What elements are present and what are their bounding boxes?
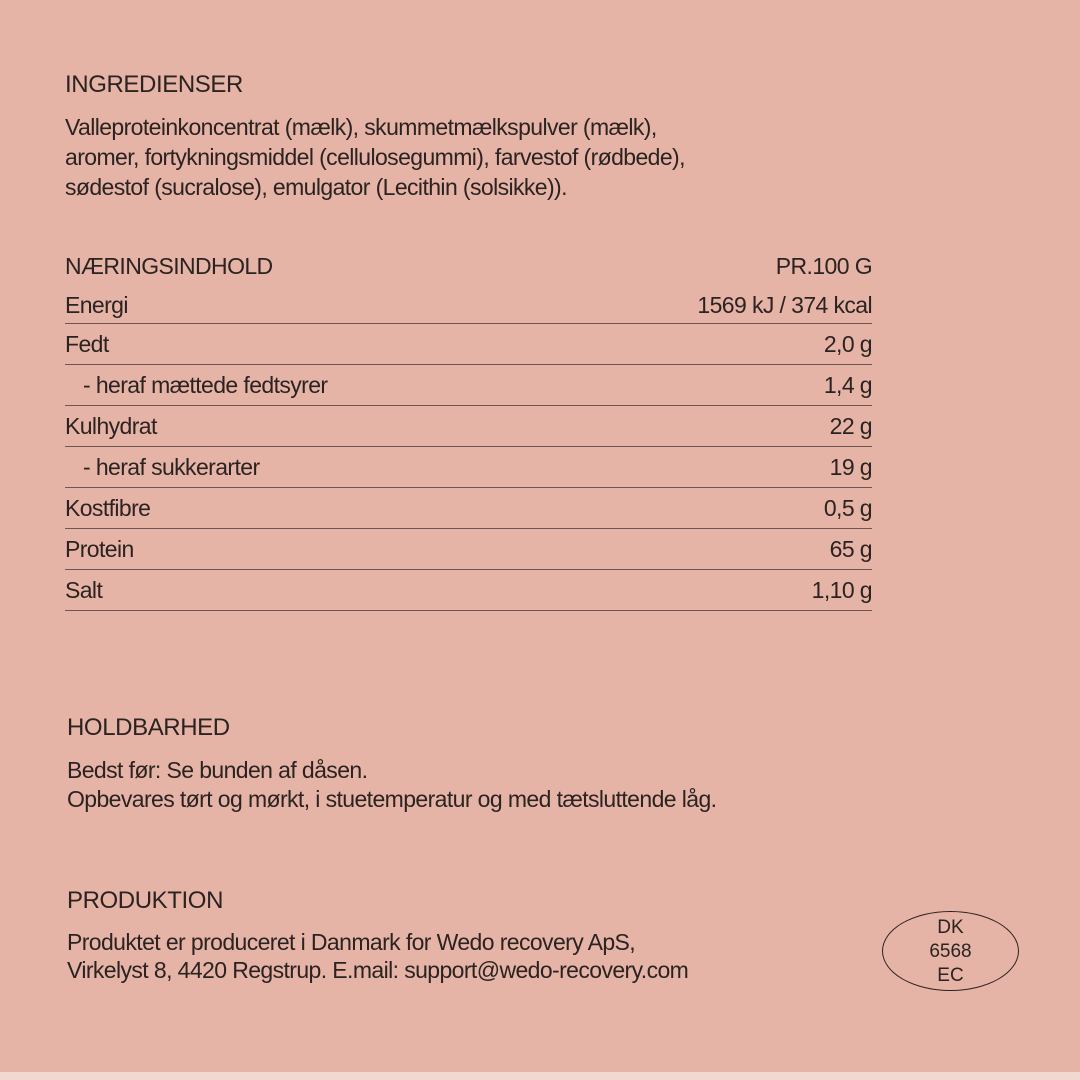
production-line: Virkelyst 8, 4420 Regstrup. E.mail: support@wedo-recovery.com <box>67 957 689 983</box>
nutrition-table <box>65 246 872 611</box>
stamp-line: EC <box>937 965 964 986</box>
row-value: 1569 kJ / 374 kcal <box>697 291 872 318</box>
row-label: Energi <box>65 291 128 318</box>
production-title: PRODUKTION <box>67 887 224 914</box>
production-line: Produktet er produceret i Danmark for Wedo recovery ApS, <box>67 929 636 955</box>
table-row <box>65 287 872 324</box>
row-value: 0,5 g <box>823 494 872 521</box>
nutrition-header <box>65 246 872 287</box>
stamp-line: 6568 <box>929 941 972 962</box>
shelf-line: Bedst før: Se bunden af dåsen. <box>67 757 368 783</box>
shelf-line: Opbevares tørt og mørkt, i stuetemperatur og med tætsluttende låg. <box>67 786 717 812</box>
bottom-strip <box>0 1072 1080 1080</box>
shelf-title: HOLDBARHED <box>67 714 230 741</box>
table-row <box>65 324 872 365</box>
row-value: 22 g <box>829 412 872 439</box>
row-value: 65 g <box>829 535 872 562</box>
ingredients-line: aromer, fortykningsmiddel (cellulosegummi), farvestof (rødbede), <box>65 144 685 170</box>
row-value: 1,4 g <box>823 371 872 398</box>
row-label: Fedt <box>65 330 109 357</box>
table-row <box>65 406 872 447</box>
table-row <box>65 488 872 529</box>
ingredients-line: Valleproteinkoncentrat (mælk), skummetmælkspulver (mælk), <box>65 114 657 140</box>
stamp-line: DK <box>937 917 964 938</box>
row-label: Protein <box>65 535 134 562</box>
row-label: Salt <box>65 576 103 603</box>
row-label: Kulhydrat <box>65 412 157 439</box>
row-value: 2,0 g <box>823 330 872 357</box>
health-mark-stamp <box>882 911 1019 991</box>
row-label: Kostfibre <box>65 494 151 521</box>
row-value: 1,10 g <box>811 576 872 603</box>
table-row <box>65 365 872 406</box>
nutrition-per: PR.100 G <box>775 253 872 279</box>
table-row <box>65 447 872 488</box>
ingredients-line: sødestof (sucralose), emulgator (Lecithin (solsikke)). <box>65 174 567 200</box>
row-value: 19 g <box>829 453 872 480</box>
row-label: - heraf mættede fedtsyrer <box>83 371 328 398</box>
ingredients-title: INGREDIENSER <box>65 71 243 98</box>
row-label: - heraf sukkerarter <box>83 453 260 480</box>
table-row <box>65 570 872 611</box>
table-row <box>65 529 872 570</box>
nutrition-title: NÆRINGSINDHOLD <box>65 253 273 279</box>
